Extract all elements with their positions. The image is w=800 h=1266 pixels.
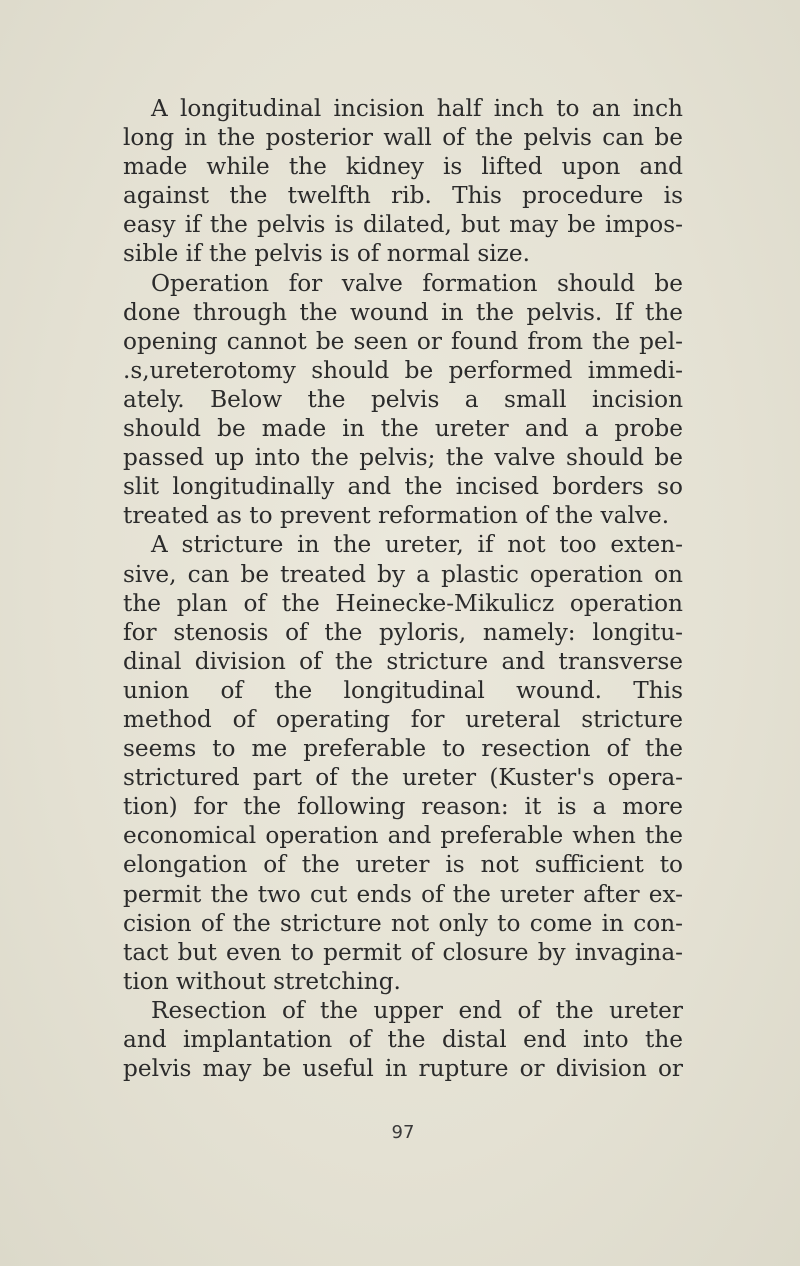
paragraph-incision [123,94,683,269]
text-line: and implantation of the distal end into the [123,1026,683,1053]
text-line: A stricture in the ureter, if not too exten- [151,531,683,559]
text-line: for stenosis of the pyloris, namely: longitu- [123,618,683,646]
text-line: .s,ureterotomy should be performed immedi- [123,356,683,384]
text-line: dinal division of the stricture and transverse [123,647,683,675]
body-text [123,94,683,1083]
text-line: the plan of the Heinecke-Mikulicz operation [123,589,683,617]
text-line: made while the kidney is lifted upon and [123,153,683,181]
text-line: elongation of the ureter is not sufficient to [123,851,683,879]
text-line: treated as to prevent reformation of the valve. [123,502,670,530]
text-line: economical operation and preferable when the [123,822,683,850]
text-line: strictured part of the ureter (Kuster's opera- [123,764,683,792]
text-line: opening cannot be seen or found from the pel- [123,327,683,355]
text-line: done through the wound in the pelvis. If the [123,298,683,326]
text-line: seems to me preferable to resection of the [123,735,683,763]
text-line: Resection of the upper end of the ureter [151,996,683,1024]
text-line: against the twelfth rib. This procedure is [123,182,683,210]
page-number: 97 [391,1122,415,1143]
text-line: easy if the pelvis is dilated, but may be impos- [123,211,683,239]
text-line: tact but even to permit of closure by invagina- [123,938,683,966]
text-line: slit longitudinally and the incised borders so [123,473,683,501]
text-line: permit the two cut ends of the ureter after ex- [123,880,683,908]
text-line: method of operating for ureteral stricture [123,705,683,733]
text-line: union of the longitudinal wound. This [123,676,683,704]
paragraph-valve-formation [123,269,683,531]
text-line: ately. Below the pelvis a small incision [123,385,683,413]
text-line: tion without stretching. [123,967,401,995]
text-line: sible if the pelvis is of normal size. [123,240,530,268]
paragraph-resection [123,996,683,1083]
paragraph-stricture [123,530,683,996]
text-line: pelvis may be useful in rupture or division or [123,1055,683,1083]
text-line: passed up into the pelvis; the valve should be [123,444,683,472]
text-line: long in the posterior wall of the pelvis can be [123,124,683,152]
text-line: sive, can be treated by a plastic operation on [123,560,683,588]
text-line: Operation for valve formation should be [151,269,683,297]
text-line: tion) for the following reason: it is a more [123,793,683,821]
text-line: A longitudinal incision half inch to an inch [151,95,683,122]
text-line: cision of the stricture not only to come in con- [123,909,683,937]
text-line: should be made in the ureter and a probe [123,415,683,443]
